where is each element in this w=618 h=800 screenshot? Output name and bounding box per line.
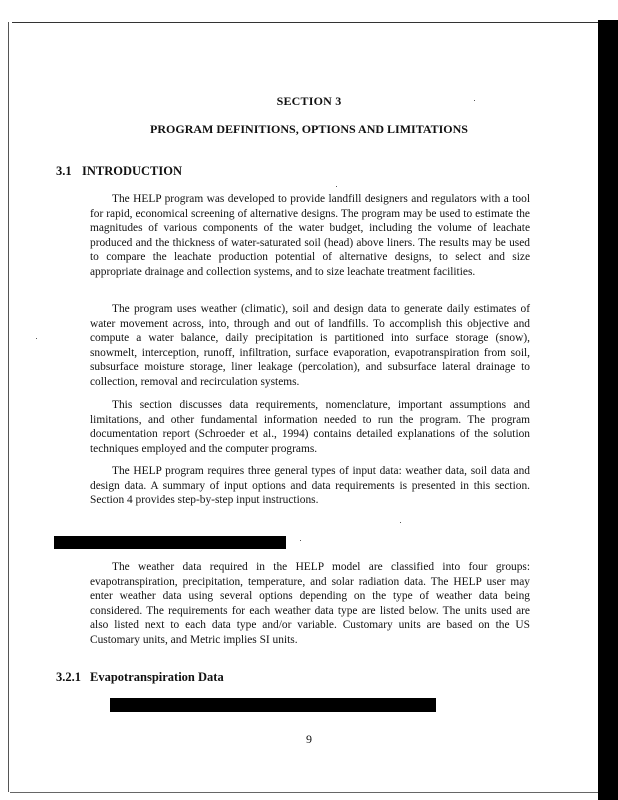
redacted-text-bar [110,698,436,712]
section-title: PROGRAM DEFINITIONS, OPTIONS AND LIMITATIONS [150,122,468,136]
section-label: SECTION 3 [276,94,342,108]
page-number: 9 [306,732,312,746]
scan-speck [336,186,337,187]
redacted-heading-bar [54,536,286,549]
scan-speck [400,522,401,523]
evapotranspiration-heading [56,670,224,685]
paragraph-2: The program uses weather (climatic), soil and design data to generate daily estimates of water movement across, into, through and out of landfills. To accomplish this objective and compute a water balance, daily precipitation is partitioned into surface storage (snow), snowmelt, interception, runoff, infiltration, surface evaporation, evapotranspiration from soil, subsurface moisture storage, liner leakage (percolation), and subsurface lateral drainage to collection, removal and recirculation systems. [90,303,530,388]
scan-edge-shadow [598,20,618,800]
paragraph-4: The HELP program requires three general types of input data: weather data, soil data and design data. A summary of input options and data requirements is presented in this section. Section 4 provides step-by-step input instructions. [90,465,530,507]
paragraph-1: The HELP program was developed to provide landfill designers and regulators with a tool for rapid, economical screening of alternative designs. The program may be used to estimate the magnitudes of various components of the water budget, including the volume of leachate produced and the thickness of water-saturated soil (head) above liners. The results may be used to compare the leachate production potential of alternative designs, to select and size appropriate drainage and collection systems, and to size leachate treatment facilities. [90,193,530,278]
page-border-top [12,22,606,23]
intro-heading-number: 3.1 [56,164,72,178]
paragraph-3: This section discusses data requirements, nomenclature, important assumptions and limitations, and other fundamental information needed to run the program. The program documentation report (Schroeder et al., 1994) contains detailed explanations of the solution techniques employed and the computer programs. [90,399,530,455]
paragraph-5: The weather data required in the HELP model are classified into four groups: evapotranspiration, precipitation, temperature, and solar radiation data. The HELP user may enter weather data using several options depending on the type of weather data being considered. The requirements for each weather data type are listed below. The units used are also listed next to each data type and/or variable. Customary units are based on the US Customary units, and Metric implies SI units. [90,561,530,646]
intro-heading-title: INTRODUCTION [82,164,183,178]
intro-heading [56,164,182,179]
evapo-heading-title: Evapotranspiration Data [90,670,224,684]
page-border-left [8,22,9,792]
scan-speck [300,540,301,541]
page-border-bottom [10,792,598,793]
scan-speck [36,338,37,339]
evapo-heading-number: 3.2.1 [56,670,81,684]
scan-speck [474,100,475,101]
